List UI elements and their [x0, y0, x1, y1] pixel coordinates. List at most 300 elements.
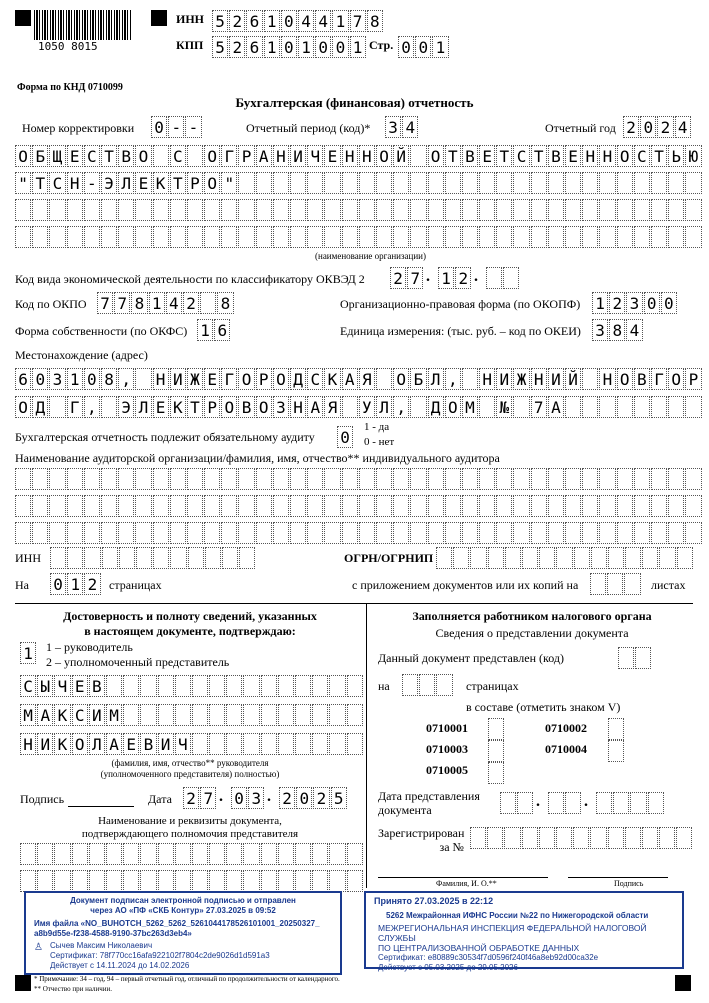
char-cell: , — [393, 396, 409, 418]
char-cell — [238, 226, 254, 248]
rep-doc-row-1 — [20, 843, 364, 865]
char-cell — [192, 843, 208, 865]
char-cell: 2 — [229, 36, 245, 58]
char-cell — [312, 675, 328, 697]
char-cell — [67, 226, 83, 248]
char-cell: 0 — [296, 787, 312, 809]
char-cell: Т — [170, 172, 186, 194]
char-cell — [488, 762, 504, 784]
attach-cells — [590, 573, 642, 595]
char-cell: 0 — [50, 573, 66, 595]
char-cell — [118, 468, 134, 490]
char-cell: 7 — [200, 787, 216, 809]
char-cell: С — [307, 368, 323, 390]
char-cell — [634, 522, 650, 544]
char-cell — [513, 495, 529, 517]
char-cell: К — [324, 368, 340, 390]
char-cell — [256, 172, 272, 194]
char-cell — [347, 675, 363, 697]
char-cell — [278, 675, 294, 697]
char-cell — [359, 226, 375, 248]
char-cell: К — [170, 396, 186, 418]
char-cell — [136, 547, 152, 569]
char-cell — [607, 573, 623, 595]
char-cell: 4 — [402, 116, 418, 138]
char-cell — [106, 843, 122, 865]
char-cell — [295, 843, 311, 865]
char-cell — [548, 172, 564, 194]
char-cell — [634, 172, 650, 194]
char-cell — [102, 547, 118, 569]
char-cell — [243, 870, 259, 892]
char-cell — [445, 226, 461, 248]
char-cell: Г — [221, 145, 237, 167]
okpo-cells — [97, 292, 235, 314]
char-cell — [591, 547, 607, 569]
char-cell: Т — [496, 145, 512, 167]
char-cell — [453, 547, 469, 569]
char-cell — [625, 827, 641, 849]
char-cell — [573, 827, 589, 849]
char-cell — [15, 199, 31, 221]
char-cell: 7 — [407, 267, 423, 289]
char-cell — [187, 145, 203, 167]
char-cell: Н — [599, 368, 615, 390]
char-cell — [599, 468, 615, 490]
char-cell: 1 — [332, 10, 348, 32]
char-cell: 1 — [67, 573, 83, 595]
char-cell — [307, 226, 323, 248]
char-cell — [496, 199, 512, 221]
char-cell: Ю — [685, 145, 701, 167]
char-cell — [634, 199, 650, 221]
char-cell — [329, 870, 345, 892]
char-cell — [192, 870, 208, 892]
char-cell — [685, 172, 701, 194]
stamp-left-person: Сычев Максим Николаевич — [50, 941, 153, 950]
char-cell — [410, 495, 426, 517]
pages-prefix: На — [15, 578, 29, 592]
signer-type-2: 2 – уполномоченный представитель — [46, 655, 230, 669]
char-cell: 2 — [183, 787, 199, 809]
char-cell: Р — [187, 172, 203, 194]
char-cell — [531, 172, 547, 194]
char-cell: И — [496, 368, 512, 390]
char-cell — [106, 870, 122, 892]
okved-cells-1 — [390, 267, 424, 289]
char-cell: С — [84, 145, 100, 167]
corner-mark-top-right — [151, 10, 167, 26]
char-cell — [209, 704, 225, 726]
char-cell: 0 — [32, 368, 48, 390]
char-cell: О — [15, 145, 31, 167]
char-cell — [410, 522, 426, 544]
char-cell — [153, 145, 169, 167]
char-cell — [539, 547, 555, 569]
char-cell: 5 — [212, 10, 228, 32]
char-cell — [479, 396, 495, 418]
footnote-1: * Примечание: 34 – год, 94 – первый отчетный год, отличный по продолжительности от календарного. — [34, 975, 340, 983]
char-cell — [140, 870, 156, 892]
okved-cells-2 — [438, 267, 472, 289]
char-cell: 8 — [217, 292, 233, 314]
char-cell — [634, 495, 650, 517]
char-cell: Т — [101, 145, 117, 167]
char-cell: С — [20, 675, 36, 697]
char-cell: Т — [531, 145, 547, 167]
char-cell — [312, 733, 328, 755]
char-cell: З — [273, 396, 289, 418]
char-cell — [140, 843, 156, 865]
char-cell — [84, 199, 100, 221]
auditor-inn-label: ИНН — [15, 551, 41, 565]
char-cell — [531, 522, 547, 544]
char-cell: 4 — [298, 10, 314, 32]
okei-label: Единица измерения: (тыс. руб. – код по ОКЕИ) — [340, 324, 581, 338]
char-cell — [278, 733, 294, 755]
char-cell: 2 — [609, 292, 625, 314]
tax-code-cells — [618, 647, 652, 669]
char-cell — [651, 495, 667, 517]
char-cell: , — [445, 368, 461, 390]
char-cell — [548, 226, 564, 248]
barcode — [34, 10, 132, 40]
char-cell — [261, 704, 277, 726]
char-cell — [500, 792, 516, 814]
char-cell — [226, 843, 242, 865]
char-cell: В — [89, 675, 105, 697]
char-cell — [668, 199, 684, 221]
char-cell — [135, 368, 151, 390]
char-cell — [565, 226, 581, 248]
char-cell — [668, 396, 684, 418]
char-cell — [659, 827, 675, 849]
char-cell — [158, 704, 174, 726]
char-cell: Я — [324, 396, 340, 418]
char-cell — [513, 226, 529, 248]
ogrn-cells — [436, 547, 694, 569]
char-cell — [599, 522, 615, 544]
char-cell — [393, 226, 409, 248]
char-cell — [376, 368, 392, 390]
char-cell — [158, 870, 174, 892]
char-cell — [123, 870, 139, 892]
char-cell — [324, 172, 340, 194]
char-cell — [513, 522, 529, 544]
audit-cell — [337, 426, 354, 448]
char-cell — [496, 172, 512, 194]
char-cell — [273, 199, 289, 221]
char-cell — [307, 522, 323, 544]
sign-date-year — [279, 787, 348, 809]
char-cell — [531, 199, 547, 221]
char-cell — [479, 199, 495, 221]
signer-caption: (фамилия, имя, отчество** руководителя (уполномоченного представителя) полностью) — [100, 758, 280, 779]
char-cell: 0 — [315, 36, 331, 58]
char-cell — [556, 547, 572, 569]
char-cell: , — [118, 368, 134, 390]
stamp-right-accepted: Принято 27.03.2025 в 22:12 — [374, 896, 494, 906]
char-cell — [261, 843, 277, 865]
char-cell: Ч — [175, 733, 191, 755]
char-cell — [565, 522, 581, 544]
char-cell — [479, 226, 495, 248]
char-cell — [630, 792, 646, 814]
char-cell — [462, 226, 478, 248]
kpp-label: КПП — [176, 38, 204, 52]
signer-middle-name — [20, 733, 364, 755]
char-cell — [342, 495, 358, 517]
char-cell — [15, 522, 31, 544]
char-cell: 2 — [390, 267, 406, 289]
char-cell: О — [221, 396, 237, 418]
char-cell: В — [462, 145, 478, 167]
char-cell: 0 — [151, 116, 167, 138]
char-cell: Т — [651, 145, 667, 167]
char-cell — [209, 675, 225, 697]
okopf-label: Организационно-правовая форма (по ОКОПФ) — [340, 297, 581, 311]
rep-doc-label: Наименование и реквизиты документа, подтверждающего полномочия представителя — [81, 815, 299, 840]
char-cell: Р — [238, 145, 254, 167]
stamp-left-valid: Действует с 14.11.2024 до 14.02.2026 — [50, 961, 190, 970]
char-cell — [324, 226, 340, 248]
char-cell — [599, 396, 615, 418]
char-cell: О — [15, 396, 31, 418]
char-cell — [428, 226, 444, 248]
char-cell — [324, 199, 340, 221]
auditor-row-2 — [15, 495, 703, 517]
char-cell — [359, 495, 375, 517]
char-cell: О — [72, 733, 88, 755]
char-cell — [436, 674, 452, 696]
tax-reg-label: Зарегистрирован за № — [378, 826, 465, 854]
char-cell — [505, 547, 521, 569]
char-cell: 2 — [455, 267, 471, 289]
org-name-caption: (наименование организации) — [315, 251, 426, 261]
char-cell — [135, 495, 151, 517]
char-cell — [273, 172, 289, 194]
char-cell: Е — [67, 145, 83, 167]
char-cell: С — [170, 145, 186, 167]
char-cell: Т — [445, 145, 461, 167]
char-cell — [445, 172, 461, 194]
char-cell: Ч — [307, 145, 323, 167]
char-cell — [307, 172, 323, 194]
char-cell: Т — [32, 172, 48, 194]
char-cell — [290, 199, 306, 221]
char-cell: Р — [256, 368, 272, 390]
char-cell — [175, 704, 191, 726]
char-cell — [153, 226, 169, 248]
char-cell — [261, 733, 277, 755]
char-cell — [342, 199, 358, 221]
char-cell — [685, 468, 701, 490]
char-cell — [278, 704, 294, 726]
char-cell — [49, 226, 65, 248]
char-cell: О — [393, 368, 409, 390]
char-cell — [67, 468, 83, 490]
char-cell: Б — [410, 368, 426, 390]
char-cell — [101, 468, 117, 490]
char-cell — [342, 172, 358, 194]
char-cell — [50, 547, 66, 569]
period-cells — [385, 116, 419, 138]
char-cell: 8 — [131, 292, 147, 314]
char-cell — [428, 199, 444, 221]
char-cell — [243, 675, 259, 697]
char-cell: О — [273, 368, 289, 390]
auditor-label: Наименование аудиторской организации/фамилия, имя, отчество** индивидуального аудитора — [15, 451, 500, 465]
char-cell: Н — [599, 145, 615, 167]
okei-cells — [592, 319, 644, 341]
char-cell — [462, 522, 478, 544]
stamp-left-file: Имя файла «NO_BUHOTCH_5262_5262_5261044178526101001_20250327_ — [34, 919, 320, 928]
char-cell — [89, 843, 105, 865]
char-cell — [347, 704, 363, 726]
char-cell: Ж — [513, 368, 529, 390]
char-cell — [342, 396, 358, 418]
char-cell: Е — [204, 368, 220, 390]
char-cell — [312, 704, 328, 726]
char-cell — [135, 226, 151, 248]
char-cell: 3 — [592, 319, 608, 341]
char-cell: 4 — [626, 319, 642, 341]
char-cell: 2 — [279, 787, 295, 809]
char-cell: О — [617, 145, 633, 167]
org-name-row-1 — [15, 145, 703, 167]
char-cell — [410, 226, 426, 248]
signer-last-name — [20, 675, 364, 697]
auditor-row-3 — [15, 522, 703, 544]
char-cell: А — [342, 368, 358, 390]
char-cell — [548, 468, 564, 490]
char-cell — [261, 675, 277, 697]
char-cell — [685, 495, 701, 517]
char-cell: 2 — [183, 292, 199, 314]
char-cell: Н — [20, 733, 36, 755]
char-cell — [123, 675, 139, 697]
char-cell — [49, 199, 65, 221]
char-cell — [273, 468, 289, 490]
char-cell: 5 — [212, 36, 228, 58]
char-cell: 1 — [592, 292, 608, 314]
char-cell — [582, 172, 598, 194]
char-cell — [651, 226, 667, 248]
char-cell — [582, 522, 598, 544]
pages-suffix: страницах — [109, 578, 162, 592]
char-cell — [175, 675, 191, 697]
char-cell — [668, 495, 684, 517]
rep-doc-row-2 — [20, 870, 364, 892]
char-cell — [324, 522, 340, 544]
char-cell — [209, 843, 225, 865]
char-cell: 3 — [385, 116, 401, 138]
char-cell: 3 — [626, 292, 642, 314]
sign-label: Подпись — [20, 792, 65, 806]
char-cell — [624, 573, 640, 595]
page-title: Бухгалтерская (финансовая) отчетность — [235, 95, 474, 110]
char-cell: Н — [531, 368, 547, 390]
char-cell: 3 — [49, 368, 65, 390]
char-cell: И — [170, 368, 186, 390]
char-cell: Е — [153, 396, 169, 418]
char-cell — [648, 792, 664, 814]
char-cell — [175, 843, 191, 865]
char-cell: 0 — [281, 10, 297, 32]
char-cell — [617, 396, 633, 418]
char-cell — [67, 199, 83, 221]
char-cell — [15, 495, 31, 517]
char-cell: 2 — [313, 787, 329, 809]
char-cell — [67, 495, 83, 517]
char-cell: 2 — [623, 116, 639, 138]
tax-pages: страницах — [466, 679, 519, 693]
org-name-row-2 — [15, 172, 703, 194]
char-cell: Г — [67, 396, 83, 418]
char-cell — [37, 843, 53, 865]
char-cell — [140, 675, 156, 697]
char-cell: 7 — [531, 396, 547, 418]
char-cell — [135, 468, 151, 490]
char-cell — [617, 199, 633, 221]
char-cell — [565, 495, 581, 517]
char-cell — [170, 226, 186, 248]
char-cell: 0 — [281, 36, 297, 58]
auditor-row-1 — [15, 468, 703, 490]
char-cell — [599, 199, 615, 221]
char-cell — [513, 199, 529, 221]
char-cell — [548, 792, 564, 814]
char-cell — [49, 468, 65, 490]
stamp-right-office: 5262 Межрайонная ИФНС России №22 по Нижегородской области — [386, 911, 649, 920]
okopf-cells — [592, 292, 678, 314]
char-cell: Г — [651, 368, 667, 390]
char-cell: К — [54, 733, 70, 755]
char-cell — [531, 468, 547, 490]
char-cell: - — [185, 116, 201, 138]
char-cell: А — [256, 145, 272, 167]
char-cell — [123, 843, 139, 865]
char-cell: 2 — [84, 573, 100, 595]
char-cell: 1 — [432, 36, 448, 58]
char-cell — [608, 718, 624, 740]
char-cell — [582, 368, 598, 390]
char-cell — [617, 226, 633, 248]
char-cell — [668, 226, 684, 248]
char-cell: Ь — [668, 145, 684, 167]
char-cell — [462, 199, 478, 221]
char-cell — [204, 495, 220, 517]
char-cell: А — [106, 733, 122, 755]
char-cell: Н — [342, 145, 358, 167]
char-cell — [359, 522, 375, 544]
char-cell — [118, 226, 134, 248]
char-cell: Й — [565, 368, 581, 390]
char-cell: 4 — [675, 116, 691, 138]
char-cell — [256, 495, 272, 517]
stamp-left-cert: Сертификат: 78f770cc16afa922102f7804c2de9026d1d591a3 — [50, 951, 270, 960]
page-cells — [398, 36, 450, 58]
audit-yes: 1 - да — [364, 421, 390, 433]
stamp-right-org1: МЕЖРЕГИОНАЛЬНАЯ ИНСПЕКЦИЯ ФЕДЕРАЛЬНОЙ НАЛОГОВОЙ СЛУЖБЫ — [378, 923, 647, 943]
form-code: Форма по КНД 0710099 — [17, 82, 123, 93]
ogrn-label: ОГРН/ОГРНИП — [344, 551, 434, 565]
char-cell — [393, 495, 409, 517]
char-cell: А — [548, 396, 564, 418]
char-cell — [376, 199, 392, 221]
char-cell — [238, 468, 254, 490]
char-cell — [278, 843, 294, 865]
